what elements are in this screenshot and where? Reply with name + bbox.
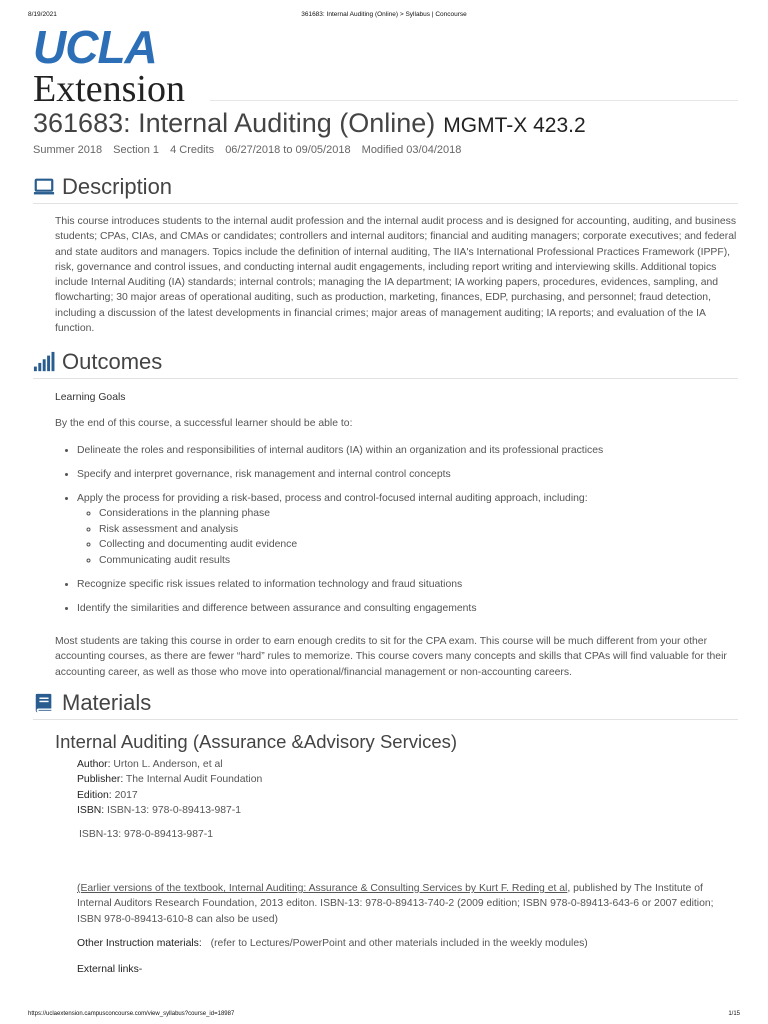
other-materials-text: (refer to Lectures/PowerPoint and other materials included in the weekly modules): [207, 938, 588, 949]
header-divider: [210, 100, 738, 101]
earlier-versions-link[interactable]: (Earlier versions of the textbook, Internal Auditing: Assurance & Consulting Services by Kurt F. Reding et al: [77, 883, 568, 894]
list-item: • Recognize specific risk issues related to information technology and fraud situations: [77, 578, 757, 592]
materials-heading-text: Materials: [62, 690, 152, 715]
list-item: • Identify the similarities and difference between assurance and consulting engagements: [77, 602, 757, 616]
learning-goals-label: Learning Goals: [55, 392, 126, 403]
print-page-number: 1/15: [728, 1011, 740, 1017]
book-title: Internal Auditing (Assurance &Advisory Services): [55, 731, 458, 752]
description-heading-text: Description: [62, 174, 173, 199]
book-publisher: The Internal Audit Foundation: [125, 774, 263, 786]
outcomes-divider: [33, 378, 738, 379]
signal-bars-icon: [33, 351, 55, 373]
course-meta: [33, 144, 469, 156]
book-author: Urton L. Anderson, et al: [113, 759, 223, 770]
description-divider: [33, 203, 738, 204]
other-materials: [77, 938, 588, 949]
extension-logo[interactable]: Extension: [33, 68, 185, 110]
course-title: 361683: Internal Auditing (Online): [33, 108, 436, 138]
laptop-icon: [33, 176, 55, 198]
ucla-logo[interactable]: UCLA: [33, 21, 157, 73]
print-date: 8/19/2021: [28, 11, 57, 18]
book-isbn: ISBN-13: 978-0-89413-987-1: [107, 804, 242, 816]
outcomes-closing: Most students are taking this course in order to earn enough credits to sit for the CPA exam. This course will be much different from your other accounting courses, as there are fewer “hard” rules to memorize. This course covers many concepts and skills that CPAs will find valuable for their accounting career, as well as those who move into operational/financial management or non-accounting careers.: [55, 636, 727, 678]
book-icon: [33, 692, 55, 714]
list-item: ◦ Communicating audit results: [99, 553, 757, 569]
course-modified: Modified 03/04/2018: [361, 144, 462, 156]
isbn-label: ISBN:: [77, 804, 105, 816]
print-footer: [28, 1011, 740, 1017]
materials-heading: [33, 690, 151, 716]
book-edition: 2017: [114, 789, 138, 801]
course-dates: 06/27/2018 to 09/05/2018: [225, 144, 351, 156]
outcomes-heading: [33, 349, 162, 375]
list-item: ◦ Collecting and documenting audit evidence: [99, 537, 757, 553]
other-materials-label: Other Instruction materials:: [77, 938, 202, 949]
author-label: Author:: [77, 759, 111, 770]
course-term: Summer 2018: [33, 144, 103, 156]
course-section: Section 1: [113, 144, 160, 156]
outcomes-intro: By the end of this course, a successful learner should be able to:: [55, 418, 353, 429]
list-item: • Specify and interpret governance, risk management and internal control concepts: [77, 468, 757, 482]
learning-goals-list: [55, 444, 757, 626]
print-url: https://uclaextension.campusconcourse.com/view_syllabus?course_id=18987: [28, 1011, 235, 1017]
earlier-versions-text: , published by The Institute of Internal Auditors Research Foundation, 2013 editon. ISBN-13: 978-0-89413-740-2 (2009 edition; ISBN 978-0-89413-643-6 or 2007 edition; ISBN 978-0-89413-610-8 can also be used): [77, 883, 714, 925]
print-page-title: 361683: Internal Auditing (Online) > Syllabus | Concourse: [301, 11, 467, 18]
list-item: • Delineate the roles and responsibilities of internal auditors (IA) within an organization and its professional practices: [77, 444, 757, 458]
outcomes-heading-text: Outcomes: [62, 349, 163, 374]
edition-label: Edition:: [77, 789, 112, 801]
materials-divider: [33, 719, 738, 720]
sub-goals-list: [77, 506, 757, 568]
list-item: ◦ Risk assessment and analysis: [99, 522, 757, 538]
earlier-versions-note: [77, 881, 737, 927]
publisher-label: Publisher:: [77, 774, 124, 786]
book-details: [77, 757, 262, 818]
page-title: [33, 108, 586, 139]
external-links-label: External links-: [77, 964, 143, 975]
print-header: [28, 11, 740, 21]
course-code: MGMT-X 423.2: [443, 114, 586, 137]
list-item: [77, 492, 757, 568]
course-credits: 4 Credits: [170, 144, 215, 156]
list-item: ◦ Considerations in the planning phase: [99, 506, 757, 522]
description-text: This course introduces students to the internal audit profession and the internal audit process and is designed for accounting, auditing, and business students; CPAs, CIAs, and CMAs or candidates; controllers and internal auditors; financial and auditing managers; corporate executives; and federal and state auditors and managers. Topics include the definition of internal auditing, The IIA's International Professional Practices Framework (IPPF), risk, governance and control issues, and conducting internal audit engagements, including report writing and interviewing skills. Additional topics include Internal Auditing (IA) standards; internal controls; managing the IA department; IA working papers, procedures, evidences, sampling, and flowcharting; 30 major areas of operational auditing, such as production, marketing, finances, EDP, purchasing, and personnel; fraud detection, including a discussion of the latest developments in financial crimes; major areas of management auditing; IA reports; and evaluation of the IA function.: [55, 216, 737, 335]
list-item-text: Apply the process for providing a risk-based, process and control-focused internal auditing approach, including:: [77, 493, 588, 504]
isbn-repeat: ISBN-13: 978-0-89413-987-1: [79, 829, 214, 840]
description-heading: [33, 174, 172, 200]
